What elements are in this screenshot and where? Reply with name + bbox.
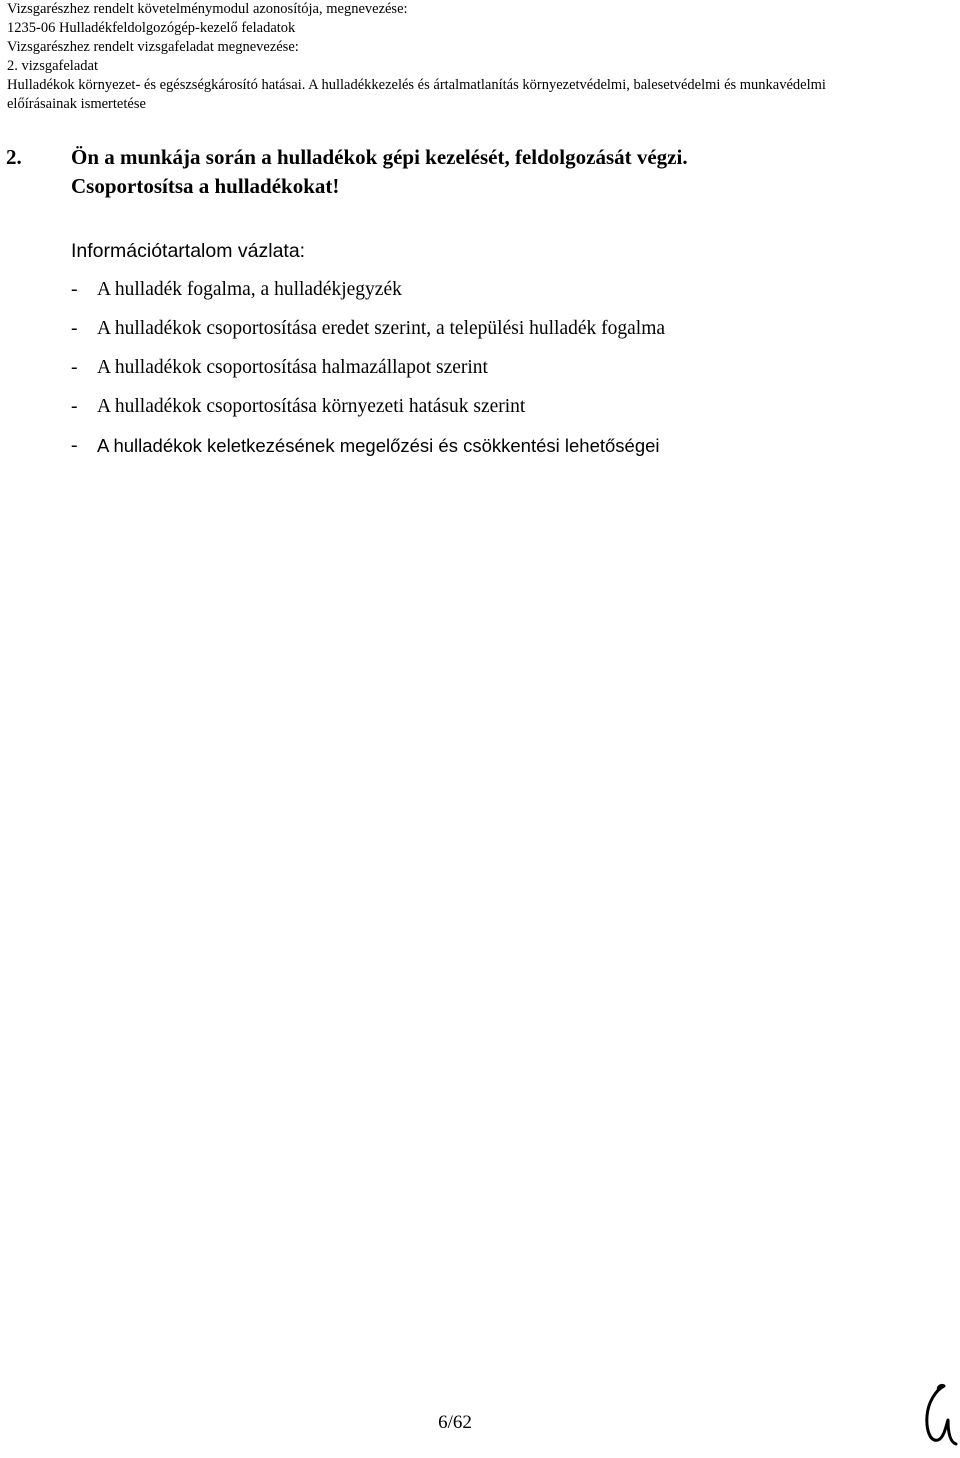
- task-question-text: [71, 143, 941, 201]
- outline-title: Információtartalom vázlata:: [71, 240, 306, 262]
- outline-item: [71, 355, 951, 394]
- outline-item: [71, 433, 951, 472]
- task-question-line-2: Csoportosítsa a hulladékokat!: [71, 174, 340, 198]
- outline-item-text: A hulladékok csoportosítása halmazállapot szerint: [97, 357, 488, 378]
- header-task-title-continued: előírásainak ismertetése: [7, 96, 146, 112]
- header-module-name: 1235-06 Hulladékfeldolgozógép-kezelő feladatok: [7, 20, 296, 36]
- outline-item-bullet: -: [71, 357, 78, 378]
- outline-item-text: A hulladékok keletkezésének megelőzési és csökkentési lehetőségei: [97, 435, 660, 456]
- outline-item-bullet: -: [71, 396, 78, 417]
- outline-item: [71, 277, 951, 316]
- header-task-number: 2. vizsgafeladat: [7, 58, 98, 74]
- outline-item: [71, 394, 951, 433]
- task-question-line-1: Ön a munkája során a hulladékok gépi kezelését, feldolgozását végzi.: [71, 145, 688, 169]
- task-number: 2.: [6, 145, 22, 169]
- signature-mark: [918, 1380, 958, 1452]
- header-module-label: Vizsgarészhez rendelt követelménymodul azonosítója, megnevezése:: [7, 1, 408, 17]
- outline-list: [71, 277, 951, 472]
- document-header: [7, 0, 952, 114]
- header-task-title: Hulladékok környezet- és egészségkárosító hatásai. A hulladékkezelés és ártalmatlanítás környezetvédelmi, balesetvédelmi és munkavédelmi: [7, 77, 826, 93]
- header-task-label: Vizsgarészhez rendelt vizsgafeladat megnevezése:: [7, 39, 299, 55]
- outline-item-bullet: -: [71, 279, 78, 300]
- outline-item-text: A hulladékok csoportosítása eredet szerint, a települési hulladék fogalma: [97, 318, 666, 339]
- outline-item-bullet: -: [71, 435, 78, 456]
- page-number: 6/62: [438, 1412, 472, 1433]
- outline-item: [71, 316, 951, 355]
- outline-item-bullet: -: [71, 318, 78, 339]
- outline-item-text: A hulladékok csoportosítása környezeti hatásuk szerint: [97, 396, 526, 417]
- outline-item-text: A hulladék fogalma, a hulladékjegyzék: [97, 279, 402, 300]
